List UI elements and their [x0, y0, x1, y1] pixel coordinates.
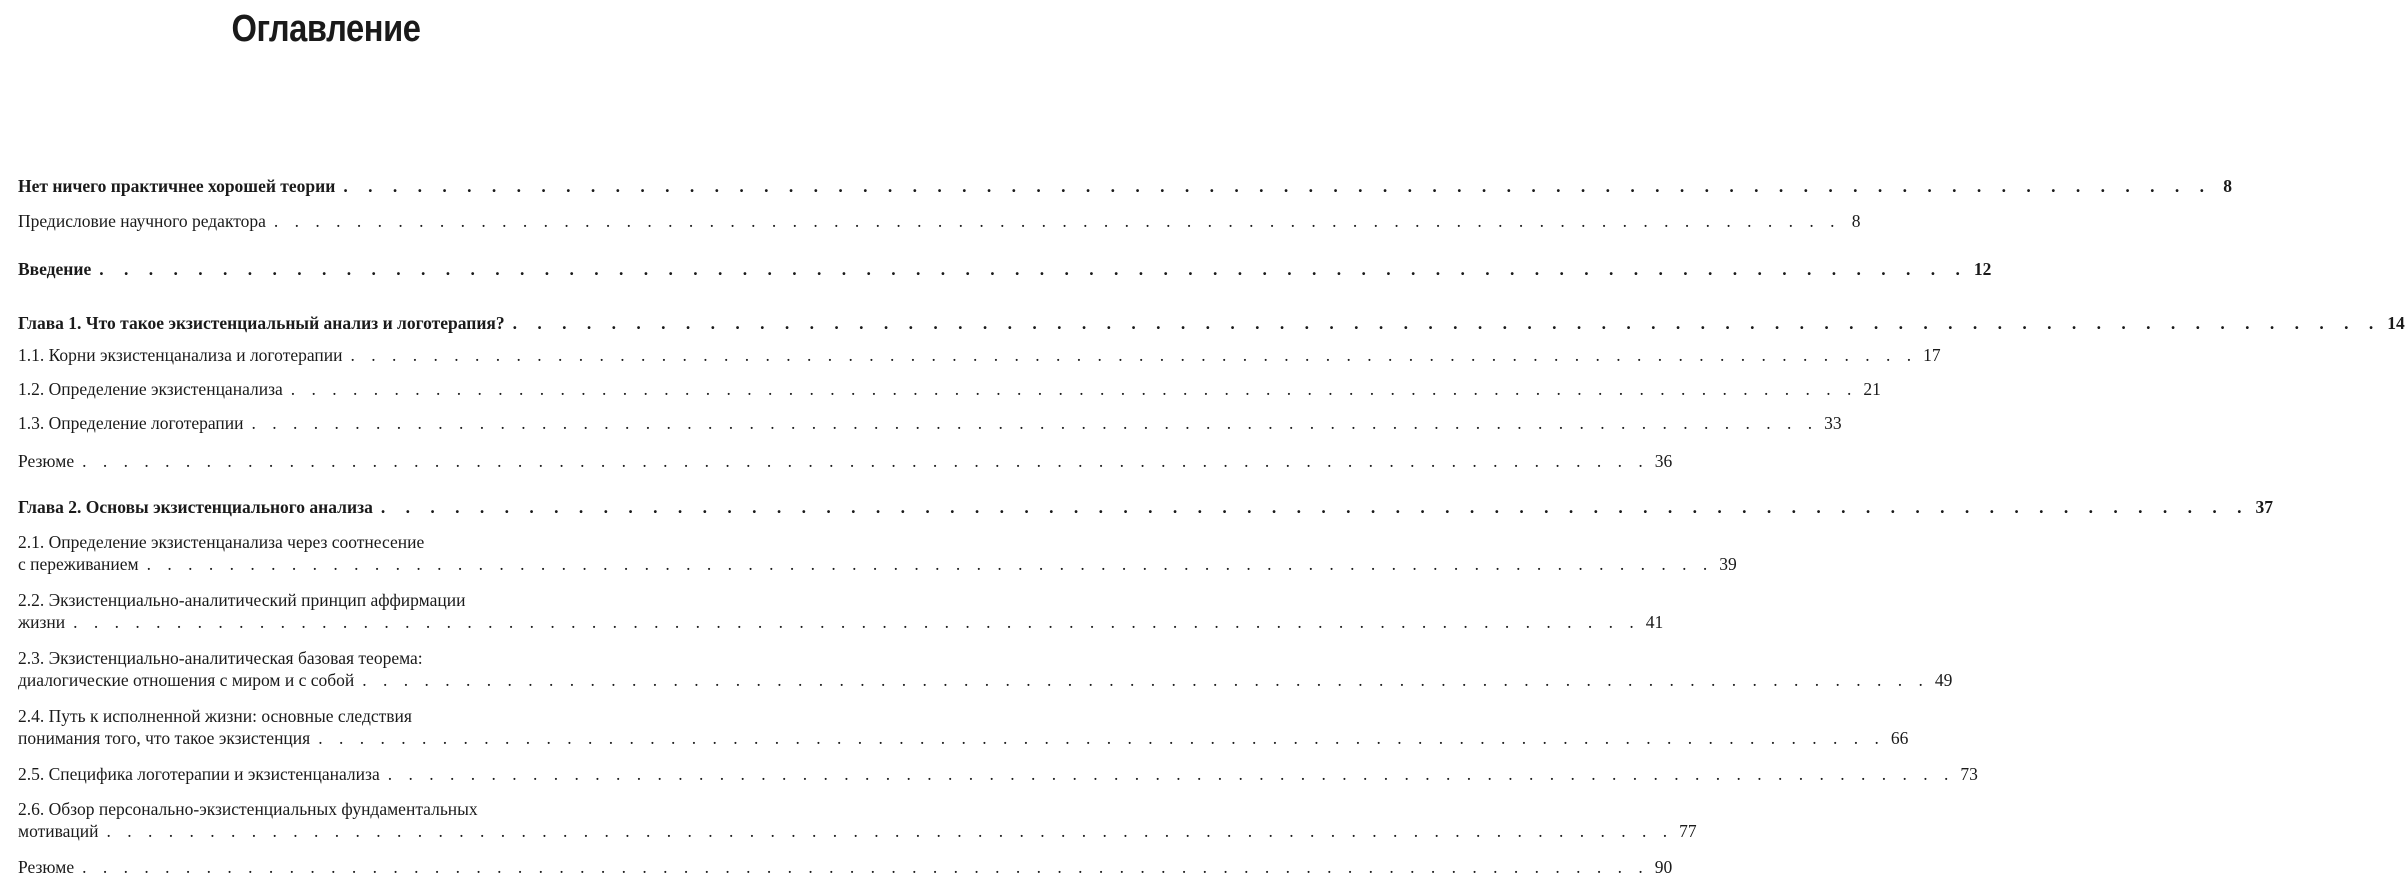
- leader-dots: . . . . . . . . . . . . . . . . . . . . . . . . . . . . . . . . . . . . . . . . . . . . . . . . . . . . . . . . . . . . . . . . . . . . . . . . . . . .: [350, 345, 1918, 365]
- toc-page-number: 14: [2387, 313, 2405, 333]
- toc-entry-line: [18, 798, 638, 820]
- leader-dots: . . . . . . . . . . . . . . . . . . . . . . . . . . . . . . . . . . . . . . . . . . . . . . . . . . . . . . . . . . . . . . . . . . . . . . . . . . . .: [343, 176, 2212, 196]
- page-title: Оглавление: [231, 8, 421, 50]
- toc-entry-line: [18, 669, 1953, 691]
- toc-entry-line: [18, 496, 2273, 518]
- leader-dots: . . . . . . . . . . . . . . . . . . . . . . . . . . . . . . . . . . . . . . . . . . . . . . . . . . . . . . . . . . . . . . . . . . . . . . . . . . . .: [290, 379, 1858, 399]
- toc-page-number: 21: [1863, 379, 1881, 399]
- toc-entry[interactable]: [18, 210, 1861, 232]
- toc-entry-line: [18, 589, 638, 611]
- leader-dots: . . . . . . . . . . . . . . . . . . . . . . . . . . . . . . . . . . . . . . . . . . . . . . . . . . . . . . . . . . . . . . . . . . . . . . . . . . . .: [362, 670, 1929, 690]
- toc-entry-title: мотиваций: [18, 821, 99, 841]
- toc-entry-line: [18, 611, 1664, 633]
- toc-entry-title: Глава 1. Что такое экзистенциальный анализ и логотерапия?: [18, 313, 505, 333]
- toc-entry[interactable]: [18, 763, 1978, 785]
- toc-entry-title: Предисловие научного редактора: [18, 211, 266, 231]
- leader-dots: . . . . . . . . . . . . . . . . . . . . . . . . . . . . . . . . . . . . . . . . . . . . . . . . . . . . . . . . . . . . . . . . . . . . . . . . . . . .: [146, 554, 1714, 574]
- leader-dots: . . . . . . . . . . . . . . . . . . . . . . . . . . . . . . . . . . . . . . . . . . . . . . . . . . . . . . . . . . . . . . . . . . . . . . . . . . . .: [251, 413, 1819, 433]
- toc-entry-line: [18, 856, 1673, 878]
- toc-entry[interactable]: [18, 258, 1992, 280]
- toc-page-number: 17: [1923, 345, 1941, 365]
- toc-entry-line: [18, 210, 1861, 232]
- toc-page-number: 66: [1890, 728, 1909, 748]
- toc-entry[interactable]: [18, 856, 1673, 878]
- toc-entry[interactable]: [18, 175, 2232, 197]
- toc-entry-line: [18, 312, 2405, 334]
- toc-entry[interactable]: [18, 450, 1673, 472]
- toc-entry-line: [18, 727, 1909, 749]
- toc-entry-line: [18, 705, 638, 727]
- leader-dots: . . . . . . . . . . . . . . . . . . . . . . . . . . . . . . . . . . . . . . . . . . . . . . . . . . . . . . . . . . . . . . . . . . . . . . . . . . . .: [73, 612, 1640, 632]
- toc-entry-title: жизни: [18, 612, 66, 632]
- toc-entry-line: [18, 820, 1697, 842]
- toc-entry-title: 2.6. Обзор персонально-экзистенциальных фундаментальных: [18, 799, 478, 819]
- toc-entry-line: [18, 175, 2232, 197]
- toc-entry-title: Глава 2. Основы экзистенциального анализа: [18, 497, 373, 517]
- leader-dots: . . . . . . . . . . . . . . . . . . . . . . . . . . . . . . . . . . . . . . . . . . . . . . . . . . . . . . . . . . . . . . . . . . . . . . . . . . . .: [273, 211, 1841, 231]
- leader-dots: . . . . . . . . . . . . . . . . . . . . . . . . . . . . . . . . . . . . . . . . . . . . . . . . . . . . . . . . . . . . . . . . . . . . . . . . . . . .: [318, 728, 1885, 748]
- leader-dots: . . . . . . . . . . . . . . . . . . . . . . . . . . . . . . . . . . . . . . . . . . . . . . . . . . . . . . . . . . . . . . . . . . . . . . . . . . . .: [380, 497, 2250, 517]
- leader-dots: . . . . . . . . . . . . . . . . . . . . . . . . . . . . . . . . . . . . . . . . . . . . . . . . . . . . . . . . . . . . . . . . . . . . . . . . . . . .: [82, 857, 1649, 877]
- toc-page-number: 77: [1679, 821, 1697, 841]
- toc-entry[interactable]: [18, 798, 1697, 842]
- toc-entry-title: 2.3. Экзистенциально-аналитическая базовая теорема:: [18, 648, 423, 668]
- toc-entry-line: [18, 378, 1881, 400]
- toc-entry-title: 2.4. Путь к исполненной жизни: основные следствия: [18, 706, 412, 726]
- leader-dots: . . . . . . . . . . . . . . . . . . . . . . . . . . . . . . . . . . . . . . . . . . . . . . . . . . . . . . . . . . . . . . . . . . . . . . . . . . . .: [106, 821, 1674, 841]
- toc-entry-title: Нет ничего практичнее хорошей теории: [18, 176, 336, 196]
- toc-entry-line: [18, 412, 1842, 434]
- toc-entry-line: [18, 450, 1673, 472]
- toc-page-number: 33: [1824, 413, 1842, 433]
- toc-entry-title: 1.2. Определение экзистенцанализа: [18, 379, 283, 399]
- leader-dots: . . . . . . . . . . . . . . . . . . . . . . . . . . . . . . . . . . . . . . . . . . . . . . . . . . . . . . . . . . . . . . . . . . . . . . . . . . . .: [387, 764, 1955, 784]
- toc-entry-title: 1.3. Определение логотерапии: [18, 413, 244, 433]
- toc-entry-title: Резюме: [18, 857, 75, 877]
- leader-dots: . . . . . . . . . . . . . . . . . . . . . . . . . . . . . . . . . . . . . . . . . . . . . . . . . . . . . . . . . . . . . . . . . . . . . . . . . . . .: [99, 259, 1968, 279]
- toc-entry-line: [18, 763, 1978, 785]
- toc-entry-title: диалогические отношения с миром и с собой: [18, 670, 355, 690]
- toc-page-number: 36: [1654, 451, 1673, 471]
- toc-entry-line: [18, 531, 638, 553]
- toc-entry-title: 2.5. Специфика логотерапии и экзистенцанализа: [18, 764, 380, 784]
- toc-entry-title: с переживанием: [18, 554, 139, 574]
- toc-page-number: 39: [1719, 554, 1737, 574]
- toc-entry-title: Резюме: [18, 451, 75, 471]
- toc-entry-title: 1.1. Корни экзистенцанализа и логотерапии: [18, 345, 343, 365]
- toc-entry[interactable]: [18, 531, 1737, 575]
- toc-page-number: 90: [1654, 857, 1673, 877]
- toc-entry-line: [18, 647, 638, 669]
- toc-page-number: 12: [1973, 259, 1992, 279]
- toc-page-number: 41: [1645, 612, 1664, 632]
- toc-entry[interactable]: [18, 647, 1953, 691]
- toc-entry[interactable]: [18, 412, 1842, 434]
- toc-page-number: 73: [1960, 764, 1978, 784]
- toc-page-number: 8: [1851, 211, 1861, 231]
- toc-entry-title: 2.2. Экзистенциально-аналитический принцип аффирмации: [18, 590, 466, 610]
- toc-entry[interactable]: [18, 378, 1881, 400]
- toc-entry[interactable]: [18, 496, 2273, 518]
- toc-page-number: 37: [2255, 497, 2273, 517]
- leader-dots: . . . . . . . . . . . . . . . . . . . . . . . . . . . . . . . . . . . . . . . . . . . . . . . . . . . . . . . . . . . . . . . . . . . . . . . . . . . .: [82, 451, 1649, 471]
- toc-entry[interactable]: [18, 312, 2405, 334]
- toc-entry-line: [18, 258, 1992, 280]
- toc-entry[interactable]: [18, 344, 1941, 366]
- toc-entry-title: Введение: [18, 259, 92, 279]
- toc-entry[interactable]: [18, 589, 1664, 633]
- toc-page-number: 8: [2223, 176, 2232, 196]
- leader-dots: . . . . . . . . . . . . . . . . . . . . . . . . . . . . . . . . . . . . . . . . . . . . . . . . . . . . . . . . . . . . . . . . . . . . . . . . . . . .: [512, 313, 2382, 333]
- toc-entry-line: [18, 344, 1941, 366]
- toc-entry-title: понимания того, что такое экзистенция: [18, 728, 311, 748]
- toc-page-number: 49: [1934, 670, 1953, 690]
- toc-entry-line: [18, 553, 1737, 575]
- toc-entry[interactable]: [18, 705, 1909, 749]
- toc-entry-title: 2.1. Определение экзистенцанализа через соотнесение: [18, 532, 425, 552]
